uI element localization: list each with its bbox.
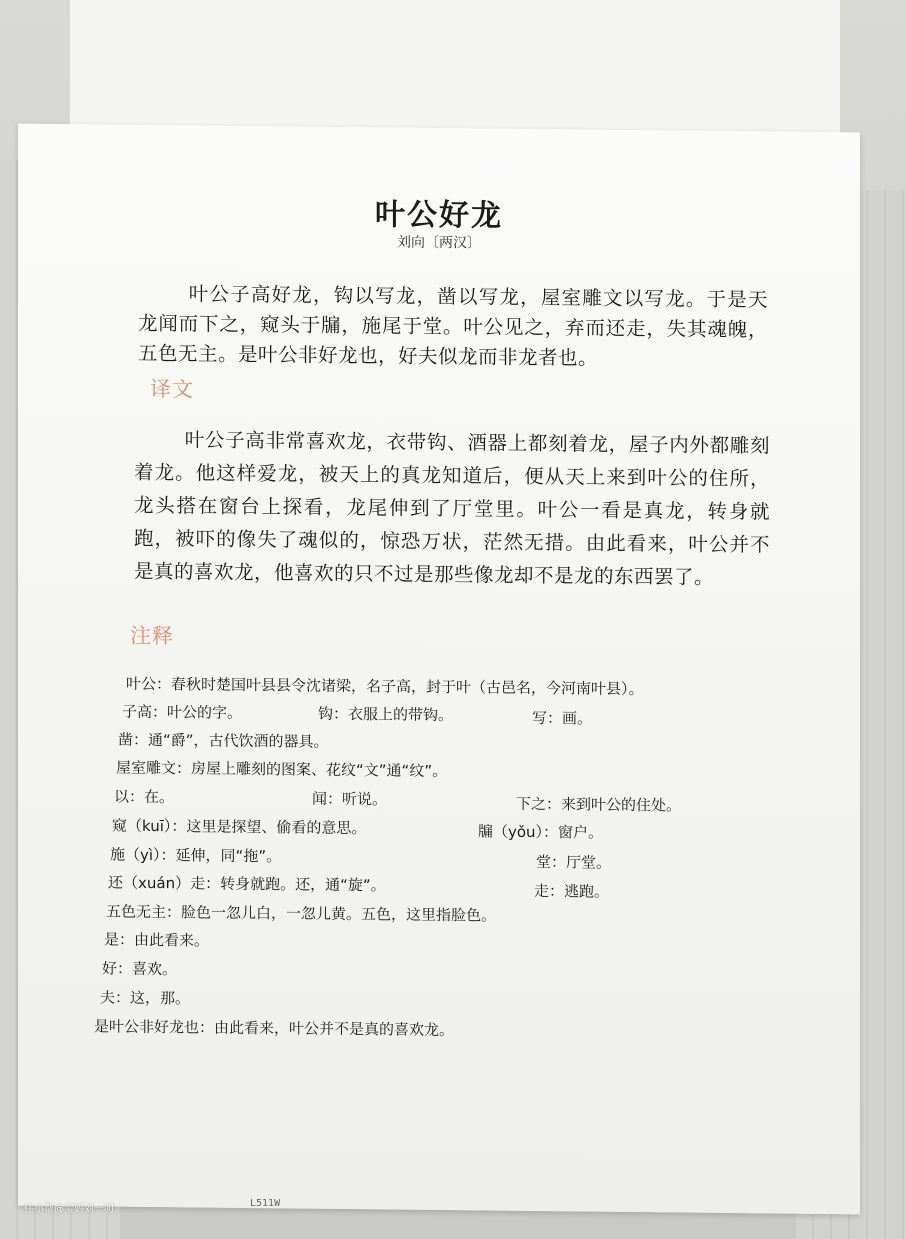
note-item: 走：逃跑。 xyxy=(534,881,610,901)
note-item: 写：画。 xyxy=(532,708,593,728)
note-item: 下之：来到叶公的住处。 xyxy=(516,794,682,815)
note-item: 是叶公非好龙也：由此看来，叶公并不是真的喜欢龙。 xyxy=(94,1017,455,1040)
note-item: 五色无主：脸色一忽儿白，一忽儿黄。五色，这里指脸色。 xyxy=(106,902,497,925)
note-item: 堂：厅堂。 xyxy=(536,853,612,872)
printer-model-label: L511W xyxy=(250,1198,281,1209)
note-item: 是：由此看来。 xyxy=(104,930,210,950)
page-title: 叶公好龙 xyxy=(375,197,503,234)
note-item: 闻：听说。 xyxy=(312,789,388,809)
note-item: 子高：叶公的字。 xyxy=(122,702,243,722)
note-item: 叶公：春秋时楚国叶县县令沈诸梁，名子高，封于叶（古邑名，今河南叶县）。 xyxy=(126,674,644,699)
note-item: 以：在。 xyxy=(114,787,175,807)
printed-page xyxy=(18,124,860,1215)
note-item: 好：喜欢。 xyxy=(102,959,178,979)
note-item: 凿：通“爵”，古代饮酒的器具。 xyxy=(118,730,329,751)
notes-list xyxy=(94,672,794,1079)
translation-text: 叶公子高非常喜欢龙，衣带钩、酒器上都刻着龙，屋子内外都雕刻着龙。他这样爱龙，被天上的真龙知道后，便从天上来到叶公的住所，龙头搭在窗台上探看，龙尾伸到了厅堂里。叶公一看是真龙，转身就跑，被吓的像失了魂似的，惊恐万状，茫然无措。由此看来，叶公并不是真的喜欢龙，他喜欢的只不过是那些像龙却不是龙的东西罢了。 xyxy=(134,428,770,589)
original-text: 叶公子高好龙，钩以写龙，凿以写龙，屋室雕文以写龙。于是天龙闻而下之，窥头于牖，施尾于堂。叶公见之，弃而还走，失其魂魄，五色无主。是叶公非好龙也，好夫似龙而非龙者也。 xyxy=(138,282,768,370)
note-item: 钩：衣服上的带钩。 xyxy=(318,704,454,725)
note-item: 窥（kuī）：这里是探望、偷看的意思。 xyxy=(112,816,367,838)
notes-heading: 注释 xyxy=(130,623,174,649)
note-item: 牖（yǒu）：窗户。 xyxy=(478,822,604,842)
watermark: 住小帮@宝妈刘一叨 xyxy=(24,1204,114,1215)
note-item: 屋室雕文：房屋上雕刻的图案、花纹“文”通“纹”。 xyxy=(116,758,448,781)
translation-heading: 译文 xyxy=(150,376,194,402)
author-line: 刘向〔两汉〕 xyxy=(397,234,481,252)
note-item: 夫：这，那。 xyxy=(100,988,191,1008)
note-item: 还（xuán）走：转身就跑。还，通“旋”。 xyxy=(108,873,386,895)
note-item: 施（yì）：延伸，同“拖”。 xyxy=(110,845,282,866)
